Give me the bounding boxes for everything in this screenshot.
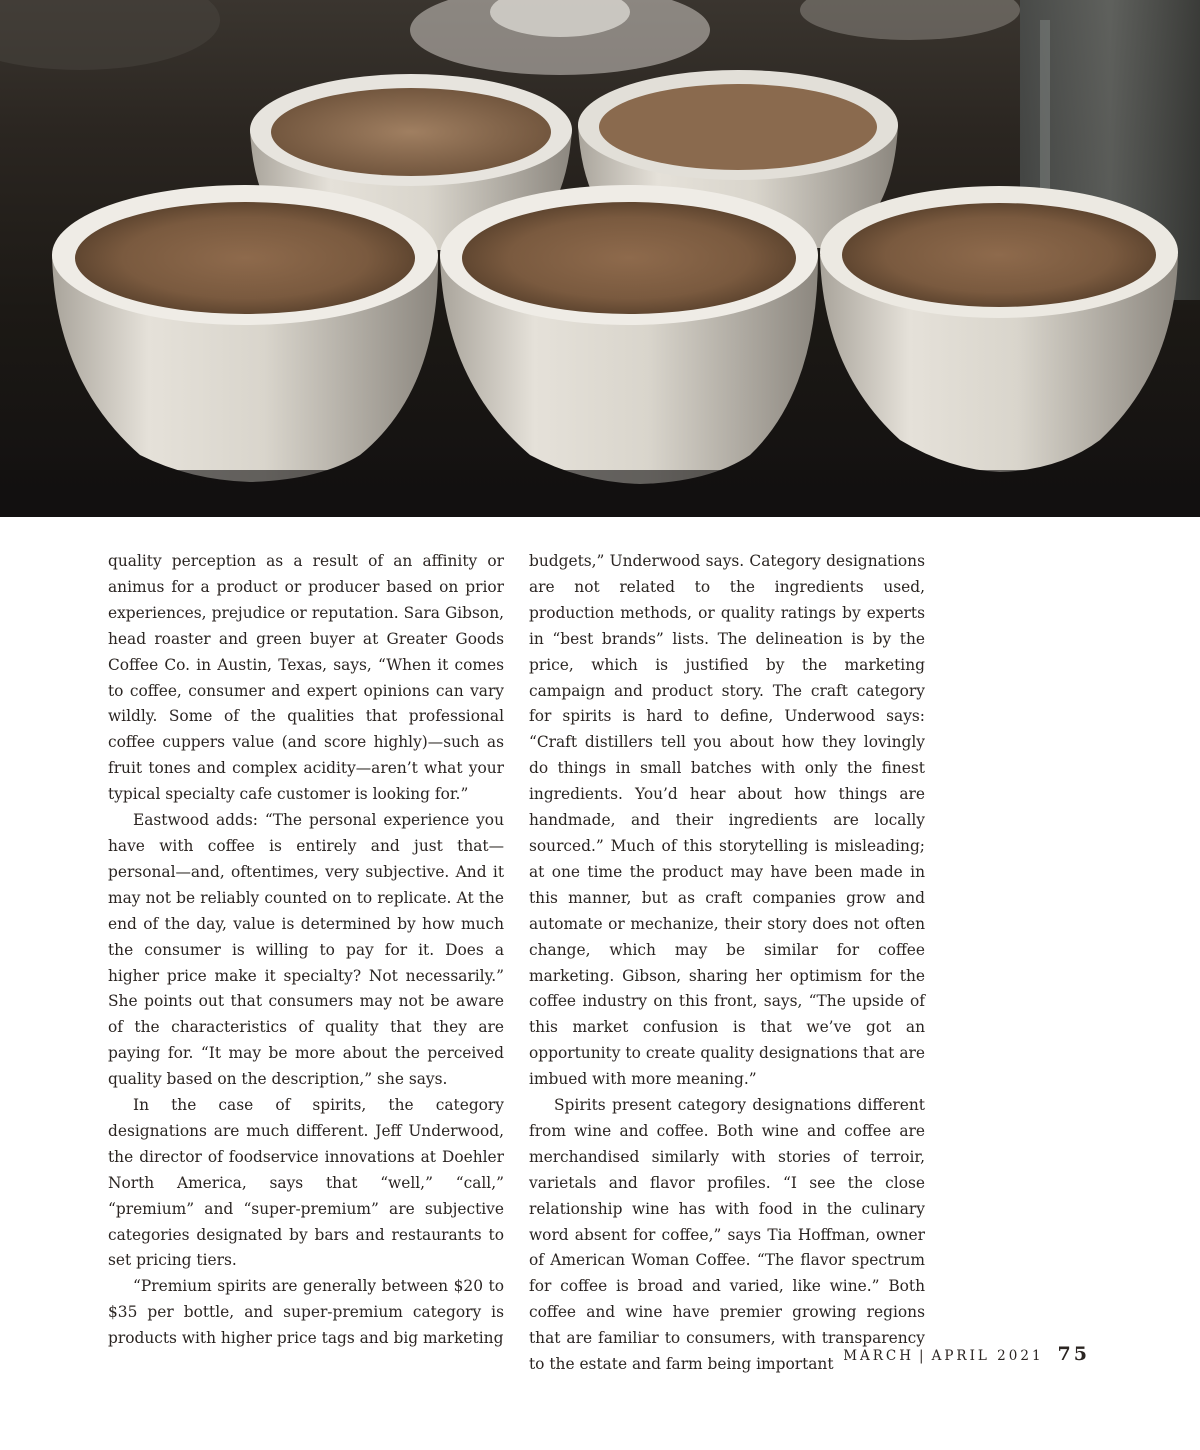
paragraph: Spirits present category designations different from wine and coffee. Both wine and coffee are merchandised similarly with stories of terroir, varietals and flavor profiles. “I see the close relationship wine has with food in the culinary word absent for coffee,” says Tia Hoffman, owner of American Woman Coffee. “The flavor spectrum for coffee is broad and varied, like wine.” Both coffee and wine have premier growing regions that are familiar to consumers, with transparency to the estate and farm being important [529, 1096, 925, 1374]
paragraph: “Premium spirits are generally between $20 to $35 per bottle, and super-premium category is products with higher price tags and big marketing [108, 1277, 504, 1348]
issue-month: MARCH [843, 1348, 915, 1364]
article-column-right [529, 549, 925, 1378]
paragraph: budgets,” Underwood says. Category designations are not related to the ingredients used, production methods, or quality ratings by experts in “best brands” lists. The delineation is by the price, which is justified by the marketing campaign and product story. The craft category for spirits is hard to define, Underwood says: “Craft distillers tell you about how they lovingly do things in small batches with only the finest ingredients. You’d hear about how things are handmade, and their ingredients are locally sourced.” Much of this storytelling is misleading; at one time the product may have been made in this manner, but as craft companies grow and automate or mechanize, their story does not often change, which may be similar for coffee marketing. Gibson, sharing her optimism for the coffee industry on this front, says, “The upside of this market confusion is that we’ve got an opportunity to create quality designations that are imbued with more meaning.” [529, 552, 925, 1089]
paragraph: quality perception as a result of an affinity or animus for a product or producer based on prior experiences, prejudice or reputation. Sara Gibson, head roaster and green buyer at Greater Goods Coffee Co. in Austin, Texas, says, “When it comes to coffee, consumer and expert opinions can vary wildly. Some of the qualities that professional coffee cuppers value (and score highly)—such as fruit tones and complex acidity—aren’t what your typical specialty cafe customer is looking for.” [108, 552, 504, 804]
issue-separator: | [919, 1348, 927, 1364]
issue-date: APRIL 2021 [931, 1348, 1044, 1364]
paragraph: Eastwood adds: “The personal experience you have with coffee is entirely and just that—personal—and, oftentimes, very subjective. And it may not be reliably counted on to replicate. At the end of the day, value is determined by how much the consumer is willing to pay for it. Does a higher price make it specialty? Not necessarily.” She points out that consumers may not be aware of the characteristics of quality that they are paying for. “It may be more about the perceived quality based on the description,” she says. [108, 811, 504, 1089]
paragraph: In the case of spirits, the category designations are much different. Jeff Underwood, the director of foodservice innovations at Doehler North America, says that “well,” “call,” “premium” and “super-premium” are subjective categories designated by bars and restaurants to set pricing tiers. [108, 1096, 504, 1270]
article-column-left [108, 549, 504, 1352]
coffee-cupping-bowls-image [0, 0, 1200, 517]
page-footer [760, 1343, 1090, 1365]
page-number: 75 [1057, 1343, 1090, 1365]
hero-photo [0, 0, 1200, 517]
